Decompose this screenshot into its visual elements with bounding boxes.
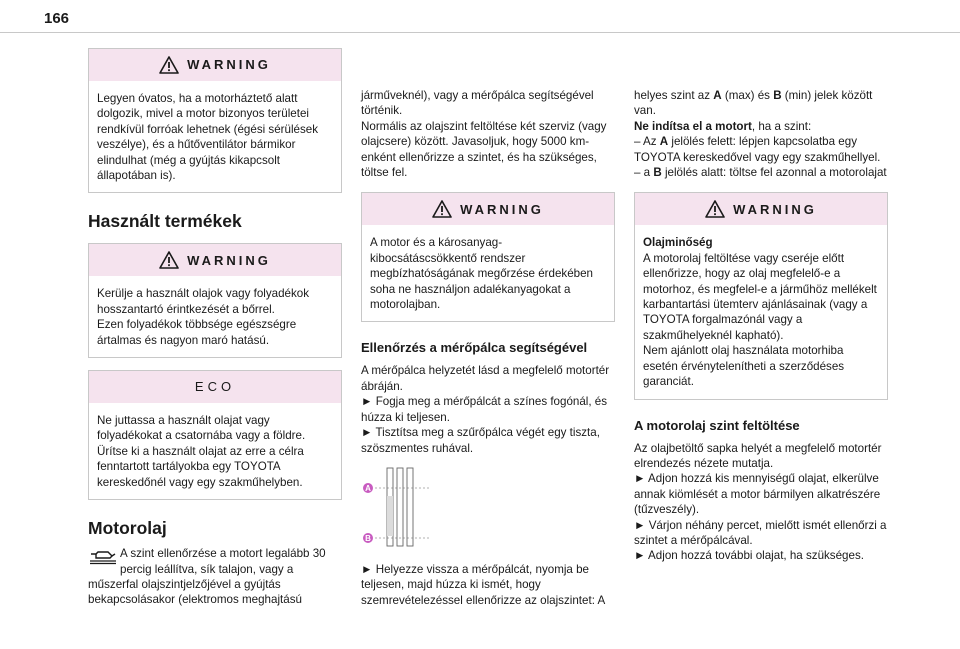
warning-box-used-oil bbox=[88, 243, 342, 358]
warning-triangle-icon bbox=[705, 200, 725, 218]
topup-text: Az olajbetöltő sapka helyét a megfelelő motortér elrendezés nézete mutatja. ► Adjon hozzá kis mennyiségű olajat, elkerülve annak kiömlését a motor bármilyen alkatrészére (tűzveszély). ► Várjon néhány percet, mielőtt ismét ellenőrzi a szintet a mérőpálcával. ► Adjon hozzá további olajat, ha szükséges. bbox=[634, 441, 887, 563]
warning-box-oil-quality bbox=[634, 192, 888, 399]
svg-text:B: B bbox=[365, 533, 371, 543]
warning-text: Kerülje a használt olajok vagy folyadékok hosszantartó érintkezését a bőrrel. Ezen folyadékok többsége egészségre ártalmas és nagyon maró hatású. bbox=[97, 287, 310, 347]
warning-box-header bbox=[89, 244, 341, 276]
warning-title: WARNING bbox=[187, 57, 271, 73]
column-2 bbox=[361, 88, 615, 608]
warning-title: WARNING bbox=[460, 201, 544, 217]
oil-level-icon bbox=[88, 547, 118, 565]
dipstick-diagram bbox=[361, 466, 615, 548]
warning-text: Legyen óvatos, ha a motorháztető alatt dolgozik, mivel a motor bizonyos területei rendkívül forróak lehetnek (égési sérülések veszélye), és a hűtőventilátor bármikor elindulhat (még a gyújtás kikapcsolt állapotában is). bbox=[97, 92, 319, 183]
warning-box-engine-hot bbox=[88, 48, 342, 193]
oil-level-text: helyes szint az A (max) és B (min) jelek között van. Ne indítsa el a motort, ha a szint: – Az A jelölés felett: lépjen kapcsolatba egy TOYOTA kereskedővel vagy egy szakműhellyel. – a B jelölés alatt: töltse fel azonnal a motorolajat bbox=[634, 89, 887, 180]
warning-box-header bbox=[635, 193, 887, 225]
warning-triangle-icon bbox=[159, 56, 179, 74]
column-1 bbox=[88, 48, 342, 608]
svg-text:A: A bbox=[365, 483, 371, 493]
warning-box-header bbox=[362, 193, 614, 225]
marker-b bbox=[363, 533, 373, 543]
dipstick-text: A mérőpálca helyzetét lásd a megfelelő motortér ábráján. ► Fogja meg a mérőpálcát a színes fogónál, és húzza ki teljesen. ► Tisztítsa meg a szűrőpálca végét egy tiszta, szöszmentes ruhával. bbox=[361, 364, 610, 455]
section-title-engine-oil: Motorolaj bbox=[88, 518, 167, 539]
eco-box bbox=[88, 370, 342, 500]
engine-oil-text: A szint ellenőrzése a motort legalább 30 percig leállítva, sík talajon, vagy a műszerfal olajszintjelzőjével a gyújtás bekapcsolásakor (elektromos meghajtású bbox=[88, 547, 326, 607]
eco-title: ECO bbox=[194, 379, 236, 395]
warning-text: A motorolaj feltöltése vagy cseréje előtt ellenőrizze, hogy az olaj megfelelő-e a motorhoz, és megfelel-e a járműhöz mellékelt karbantartási ütemterv ajánlásainak (vagy a TOYOTA forgalmazónál vagy a szakműhelyeknél kapható). Nem ajánlott olaj használata motorhiba esetén érvénytelenítheti a szerződéses garanciát. bbox=[643, 251, 877, 389]
marker-a bbox=[363, 483, 373, 493]
oil-intro-text: járműveknél), vagy a mérőpálca segítségével történik. Normális az olajszint feltöltése két szerviz (vagy olajcsere) között. Javasoljuk, hogy 5000 km-enként ellenőrizze a szintet, és ha szükséges, töltse fel. bbox=[361, 89, 607, 180]
warning-heading: Olajminőség bbox=[643, 236, 713, 250]
warning-text: A motor és a károsanyag-kibocsátáscsökkentő rendszer megbízhatóságának megőrzése érdekében soha ne használjon adalékanyagokat a motorolajban. bbox=[370, 236, 594, 312]
section-title-used-products: Használt termékek bbox=[88, 211, 242, 232]
warning-triangle-icon bbox=[159, 251, 179, 269]
eco-text: Ne juttassa a használt olajat vagy folyadékokat a csatornába vagy a földre. Ürítse ki a használt olajat az erre a célra fenntartott tartályokba egy TOYOTA kereskedőnél vagy egy szakműhelyben. bbox=[97, 414, 306, 489]
eco-box-header bbox=[89, 371, 341, 403]
top-divider bbox=[0, 32, 960, 33]
section-title-topup: A motorolaj szint feltöltése bbox=[634, 417, 800, 433]
dipstick-reinsert-text: ► Helyezze vissza a mérőpálcát, nyomja be teljesen, majd húzza ki ismét, hogy szemrevételezéssel ellenőrizze az olajszintet: A bbox=[361, 562, 606, 607]
section-title-dipstick: Ellenőrzés a mérőpálca segítségével bbox=[361, 340, 588, 356]
warning-box-additives bbox=[361, 192, 615, 322]
warning-triangle-icon bbox=[432, 200, 452, 218]
warning-box-header bbox=[89, 49, 341, 81]
page-number: 166 bbox=[44, 10, 70, 27]
column-3 bbox=[634, 88, 888, 564]
warning-title: WARNING bbox=[733, 201, 817, 217]
dipstick-illustration bbox=[361, 466, 431, 548]
warning-title: WARNING bbox=[187, 252, 271, 268]
